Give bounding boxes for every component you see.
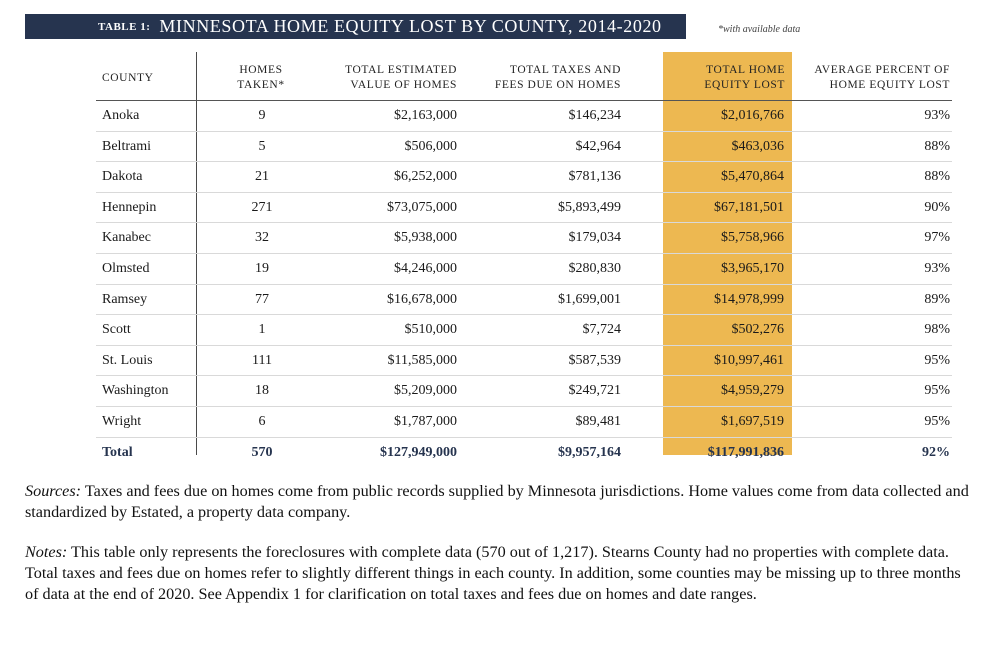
cell-total-taxes: $781,136 [568, 169, 621, 185]
table-row [96, 407, 952, 438]
cell-total-taxes: $179,034 [568, 230, 621, 246]
cell-county: Wright [102, 413, 142, 429]
cell-equity-lost: $14,978,999 [714, 291, 784, 307]
cell-total-value: $5,209,000 [394, 383, 457, 399]
cell-equity-lost: $463,036 [731, 138, 784, 154]
cell-average-percent: 95% [924, 352, 950, 368]
cell-homes-taken: 271 [251, 199, 273, 215]
cell-average-percent: 89% [924, 291, 950, 307]
table-row [96, 193, 952, 224]
header-average-percent [814, 63, 950, 93]
total-taxes: $9,957,164 [558, 444, 621, 460]
cell-equity-lost: $10,997,461 [714, 352, 784, 368]
cell-homes-taken: 9 [258, 108, 266, 123]
cell-total-value: $510,000 [404, 322, 457, 338]
cell-total-value: $506,000 [404, 138, 457, 154]
cell-total-value: $2,163,000 [394, 108, 457, 123]
cell-average-percent: 93% [924, 108, 950, 123]
cell-total-value: $73,075,000 [387, 199, 457, 215]
cell-homes-taken: 77 [255, 291, 269, 307]
cell-homes-taken: 5 [258, 138, 266, 154]
total-homes-taken: 570 [251, 444, 273, 460]
cell-equity-lost: $1,697,519 [721, 413, 784, 429]
header-homes-taken-line2: TAKEN* [237, 79, 285, 91]
cell-county: Anoka [102, 108, 140, 123]
cell-homes-taken: 6 [258, 413, 266, 429]
cell-equity-lost: $502,276 [731, 322, 784, 338]
total-average-percent: 92% [922, 444, 950, 460]
cell-total-taxes: $587,539 [568, 352, 621, 368]
cell-homes-taken: 111 [252, 352, 272, 368]
cell-total-taxes: $146,234 [568, 108, 621, 123]
table-row [96, 376, 952, 407]
cell-total-value: $1,787,000 [394, 413, 457, 429]
table-row [96, 132, 952, 163]
county-table-body [96, 101, 952, 467]
header-total-value-line2: VALUE OF HOMES [350, 79, 457, 91]
cell-average-percent: 95% [924, 383, 950, 399]
cell-total-value: $4,246,000 [394, 260, 457, 276]
cell-average-percent: 98% [924, 322, 950, 338]
cell-equity-lost: $5,470,864 [721, 169, 784, 185]
header-total-value [345, 63, 457, 93]
cell-total-taxes: $42,964 [575, 138, 621, 154]
cell-homes-taken: 32 [255, 230, 269, 246]
cell-county: St. Louis [102, 352, 153, 368]
header-equity-lost-line2: EQUITY LOST [704, 79, 785, 91]
cell-total-taxes: $249,721 [568, 383, 621, 399]
header-total-taxes [495, 63, 621, 93]
header-average-percent-line2: HOME EQUITY LOST [829, 79, 950, 91]
cell-homes-taken: 1 [258, 322, 266, 338]
notes-paragraph [25, 542, 970, 605]
header-total-value-line1: TOTAL ESTIMATED [345, 64, 457, 76]
table-row [96, 223, 952, 254]
sources-paragraph [25, 481, 970, 523]
cell-total-taxes: $1,699,001 [558, 291, 621, 307]
cell-equity-lost: $2,016,766 [721, 108, 784, 123]
cell-equity-lost: $3,965,170 [721, 260, 784, 276]
header-county: COUNTY [102, 72, 154, 84]
cell-total-value: $11,585,000 [387, 352, 457, 368]
cell-total-value: $6,252,000 [394, 169, 457, 185]
table-row [96, 254, 952, 285]
header-total-taxes-line1: TOTAL TAXES AND [509, 64, 621, 76]
table-row [96, 315, 952, 346]
header-homes-taken [214, 63, 308, 93]
cell-homes-taken: 19 [255, 260, 269, 276]
cell-average-percent: 95% [924, 413, 950, 429]
cell-equity-lost: $5,758,966 [721, 230, 784, 246]
cell-county: Scott [102, 322, 131, 338]
header-homes-taken-line1: HOMES [239, 64, 283, 76]
cell-total-taxes: $5,893,499 [558, 199, 621, 215]
table-row [96, 101, 952, 132]
cell-average-percent: 97% [924, 230, 950, 246]
cell-county: Ramsey [102, 291, 148, 307]
table-number: TABLE 1: [98, 20, 151, 33]
total-equity-lost: $117,991,836 [707, 444, 784, 460]
cell-total-value: $5,938,000 [394, 230, 457, 246]
header-average-percent-line1: AVERAGE PERCENT OF [814, 64, 950, 76]
available-data-footnote: *with available data [718, 24, 801, 35]
notes-text: This table only represents the foreclosures with complete data (570 out of 1,217). Stearns County had no properties with complete data. Total taxes and fees due on homes refer to slightly different things in each county. In addition, some counties may be missing up to three months of data at the end of 2020. See Appendix 1 for clarification on total taxes and fees due on homes and date ranges. [25, 543, 961, 603]
cell-equity-lost: $4,959,279 [721, 383, 784, 399]
table-row [96, 162, 952, 193]
cell-average-percent: 93% [924, 260, 950, 276]
cell-total-taxes: $89,481 [575, 413, 621, 429]
cell-average-percent: 88% [924, 169, 950, 185]
total-value: $127,949,000 [380, 444, 457, 460]
cell-county: Dakota [102, 169, 143, 185]
cell-homes-taken: 21 [255, 169, 269, 185]
cell-county: Olmsted [102, 260, 150, 276]
cell-county: Beltrami [102, 138, 151, 154]
header-total-taxes-line2: FEES DUE ON HOMES [494, 79, 621, 91]
cell-county: Hennepin [102, 199, 157, 215]
cell-county: Kanabec [102, 230, 151, 246]
header-equity-lost-line1: TOTAL HOME [706, 64, 785, 76]
table-row [96, 346, 952, 377]
cell-total-taxes: $7,724 [582, 322, 621, 338]
sources-label: Sources: [25, 482, 82, 500]
cell-average-percent: 90% [924, 199, 950, 215]
cell-total-value: $16,678,000 [387, 291, 457, 307]
cell-homes-taken: 18 [255, 383, 269, 399]
header-equity-lost [704, 63, 785, 93]
cell-equity-lost: $67,181,501 [714, 199, 784, 215]
cell-average-percent: 88% [924, 138, 950, 154]
sources-text: Taxes and fees due on homes come from public records supplied by Minnesota jurisdictions. Home values come from data collected and standardized by Estated, a property data company. [25, 482, 969, 521]
table-title-bar [25, 14, 686, 39]
notes-label: Notes: [25, 543, 68, 561]
cell-county: Washington [102, 383, 169, 399]
table-title: MINNESOTA HOME EQUITY LOST BY COUNTY, 2014-2020 [159, 16, 662, 36]
total-row [96, 438, 952, 468]
table-row [96, 285, 952, 316]
total-label: Total [102, 444, 133, 460]
cell-total-taxes: $280,830 [568, 260, 621, 276]
